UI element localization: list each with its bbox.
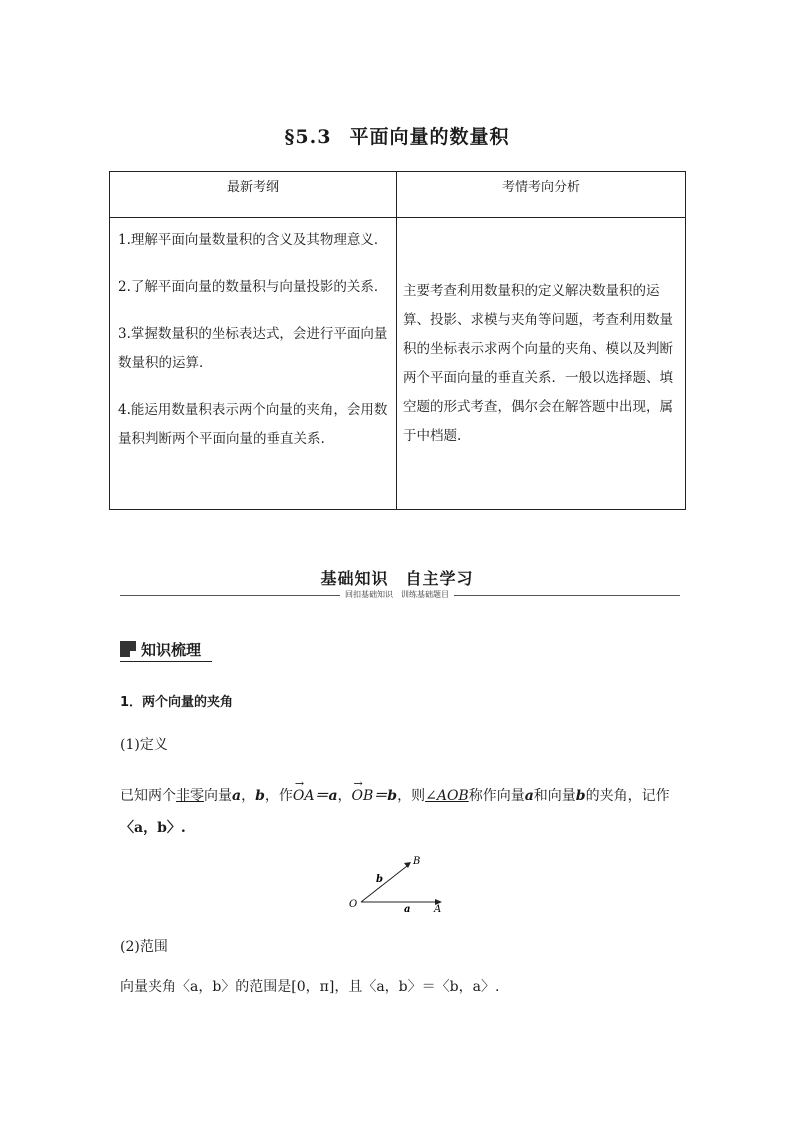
- syllabus-item: 4.能运用数量积表示两个向量的夹角，会用数量积判断两个平面向量的垂直关系.: [118, 402, 388, 447]
- label-o: O: [349, 899, 358, 910]
- section-subtitle: 回扣基础知识 训练基础题目: [0, 589, 794, 600]
- angle-notation: 〈a，b〉.: [120, 820, 186, 836]
- knowledge-tag-label: 知识梳理: [141, 641, 202, 659]
- section-number: §5.3: [284, 126, 332, 148]
- vector-oa: → OA: [293, 780, 315, 812]
- vector-angle-diagram: [345, 852, 455, 918]
- tag-underline: [120, 661, 212, 662]
- vector-ob: → OB: [352, 780, 374, 812]
- range-heading: (2)范围: [120, 939, 168, 955]
- nonzero-underline: 非零: [176, 788, 204, 804]
- analysis-header: 考情考向分析: [397, 172, 686, 218]
- page-title: [0, 122, 794, 149]
- syllabus-table: [109, 171, 686, 510]
- syllabus-cell: [110, 218, 397, 510]
- topic-heading: 1．两个向量的夹角: [120, 695, 234, 710]
- syllabus-item: 3.掌握数量积的坐标表达式，会进行平面向量数量积的运算．: [118, 326, 388, 371]
- definition-heading: (1)定义: [120, 737, 168, 753]
- syllabus-item: 2.了解平面向量的数量积与向量投影的关系．: [118, 279, 388, 295]
- vector-b-line: [361, 866, 407, 902]
- analysis-cell: 主要考查利用数量积的定义解决数量积的运算、投影、求模与夹角等问题，考查利用数量积的坐标表示求两个向量的夹角、模以及判断两个平面向量的垂直关系．一般以选择题、填空题的形式考查，偶尔会在解答题中出现，属于中档题.: [397, 218, 686, 510]
- syllabus-item: 1.理解平面向量数量积的含义及其物理意义．: [118, 232, 388, 248]
- syllabus-header: 最新考纲: [110, 172, 397, 218]
- knowledge-tag: [120, 640, 207, 660]
- definition-paragraph: 已知两个非零向量a，b，作→ OA＝a，→ OB＝b，则∠AOB称作向量a和向量b的夹角，记作 〈a，b〉.: [120, 780, 680, 844]
- label-b-point: B: [413, 856, 421, 867]
- label-b-vector: b: [376, 874, 383, 885]
- square-icon: [120, 641, 136, 657]
- range-paragraph: 向量夹角〈a，b〉的范围是[0，π]，且〈a，b〉＝〈b，a〉.: [120, 979, 500, 995]
- label-a-point: A: [434, 904, 442, 915]
- angle-underline: ∠AOB: [425, 788, 469, 804]
- label-a-vector: a: [404, 904, 411, 915]
- section-title: 平面向量的数量积: [349, 126, 510, 148]
- section-heading: 基础知识 自主学习: [320, 569, 474, 588]
